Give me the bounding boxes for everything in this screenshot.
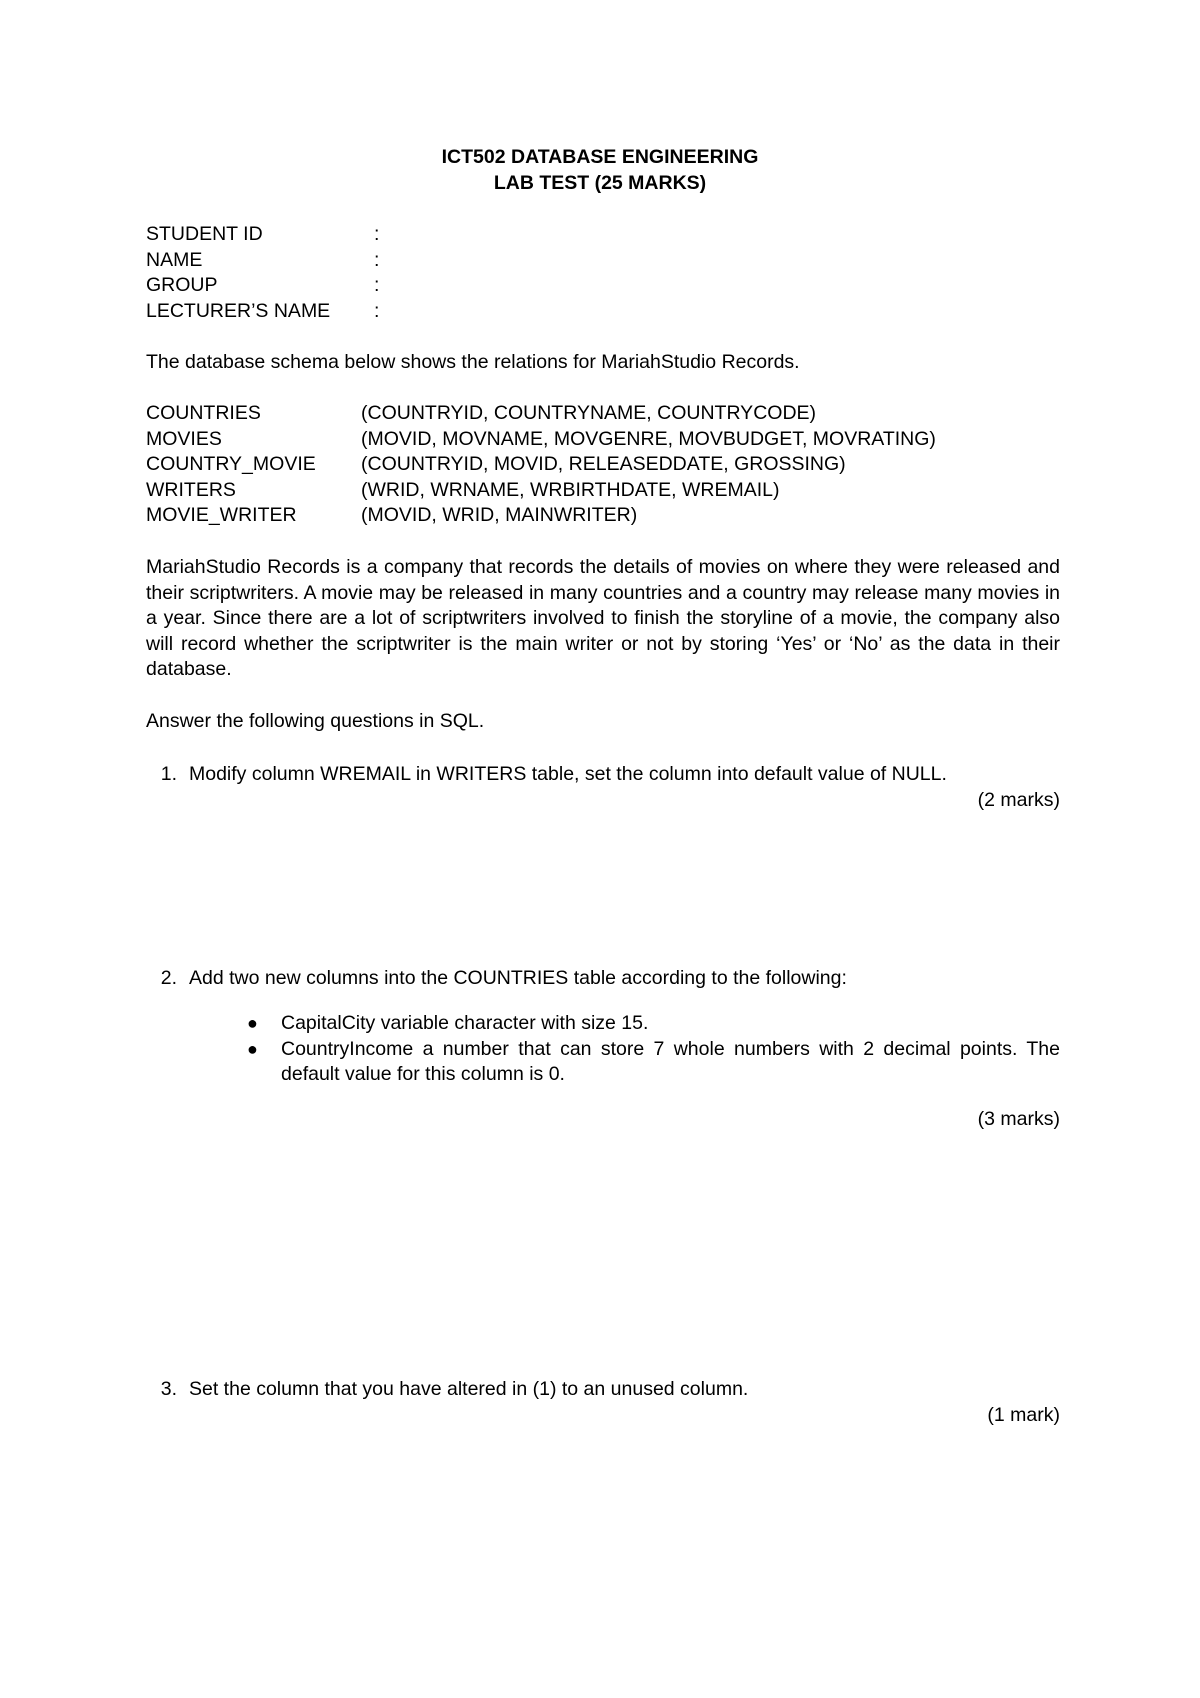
question-3 [146, 1377, 1060, 1428]
relation-name: COUNTRIES [146, 402, 261, 424]
bullet-text: CountryIncome a number that can store 7 whole numbers with 2 decimal points. The default value for this column is 0. [281, 1037, 1060, 1085]
question-1 [146, 762, 1060, 813]
bullet-text: CapitalCity variable character with size 15. [281, 1012, 649, 1034]
name-colon: : [374, 248, 380, 271]
question-line [146, 1377, 1060, 1403]
student-id-colon: : [374, 223, 380, 245]
bullet-icon: ● [247, 1013, 258, 1033]
question-number: 3. [160, 1378, 177, 1400]
schema-row [146, 427, 936, 453]
question-number: 1. [160, 763, 177, 785]
schema-row [146, 503, 936, 529]
instruction: Answer the following questions in SQL. [146, 710, 485, 732]
relation-attributes: (WRID, WRNAME, WRBIRTHDATE, WREMAIL) [361, 478, 780, 501]
relation-attributes: (MOVID, WRID, MAINWRITER) [361, 504, 638, 526]
relation-name: MOVIE_WRITER [146, 504, 297, 526]
document-title: ICT502 DATABASE ENGINEERING [441, 146, 759, 168]
bullet-item [247, 1037, 1060, 1088]
name-label: NAME [146, 248, 203, 271]
question-text: Modify column WREMAIL in WRITERS table, set the column into default value of NULL. [189, 763, 947, 785]
name-row [146, 248, 394, 274]
student-id-row [146, 222, 394, 248]
question-2 [146, 966, 1060, 1133]
relation-attributes: (COUNTRYID, COUNTRYNAME, COUNTRYCODE) [361, 402, 817, 424]
schema-row [146, 401, 936, 427]
relation-name: COUNTRY_MOVIE [146, 453, 316, 475]
lecturer-name-row [146, 299, 394, 325]
question-marks: (3 marks) [977, 1108, 1060, 1130]
group-row [146, 273, 394, 299]
relation-name: MOVIES [146, 427, 222, 450]
student-id-label: STUDENT ID [146, 223, 263, 245]
schema-list [146, 401, 936, 529]
question-text: Add two new columns into the COUNTRIES table according to the following: [189, 967, 847, 989]
bullet-list [247, 1011, 1060, 1088]
bullet-item [247, 1011, 1060, 1037]
document-subtitle: LAB TEST (25 MARKS) [493, 172, 707, 194]
question-text: Set the column that you have altered in (1) to an unused column. [189, 1378, 749, 1400]
question-marks: (2 marks) [977, 788, 1060, 811]
schema-row [146, 452, 936, 478]
relation-name: WRITERS [146, 478, 236, 501]
question-line [146, 762, 1060, 788]
group-colon: : [374, 274, 380, 296]
group-label: GROUP [146, 274, 218, 296]
lecturer-name-label: LECTURER’S NAME [146, 299, 331, 322]
relation-attributes: (MOVID, MOVNAME, MOVGENRE, MOVBUDGET, MOVRATING) [361, 427, 936, 450]
question-number: 2. [160, 967, 177, 989]
bullet-icon: ● [247, 1038, 258, 1059]
schema-row [146, 478, 936, 504]
question-marks: (1 mark) [987, 1403, 1060, 1426]
student-info-block [146, 222, 394, 324]
lecturer-name-colon: : [374, 299, 380, 322]
schema-intro: The database schema below shows the relations for MariahStudio Records. [146, 351, 800, 373]
question-line [146, 966, 1060, 992]
relation-attributes: (COUNTRYID, MOVID, RELEASEDDATE, GROSSING) [361, 453, 846, 475]
scenario-description: MariahStudio Records is a company that records the details of movies on where they were released and their scriptwriters. A movie may be released in many countries and a country may release many movies in a year. Since there are a lot of scriptwriters involved to finish the storyline of a movie, the company also will record whether the scriptwriter is the main writer or not by storing ‘Yes’ or ‘No’ as the data in their database. [146, 556, 1060, 680]
